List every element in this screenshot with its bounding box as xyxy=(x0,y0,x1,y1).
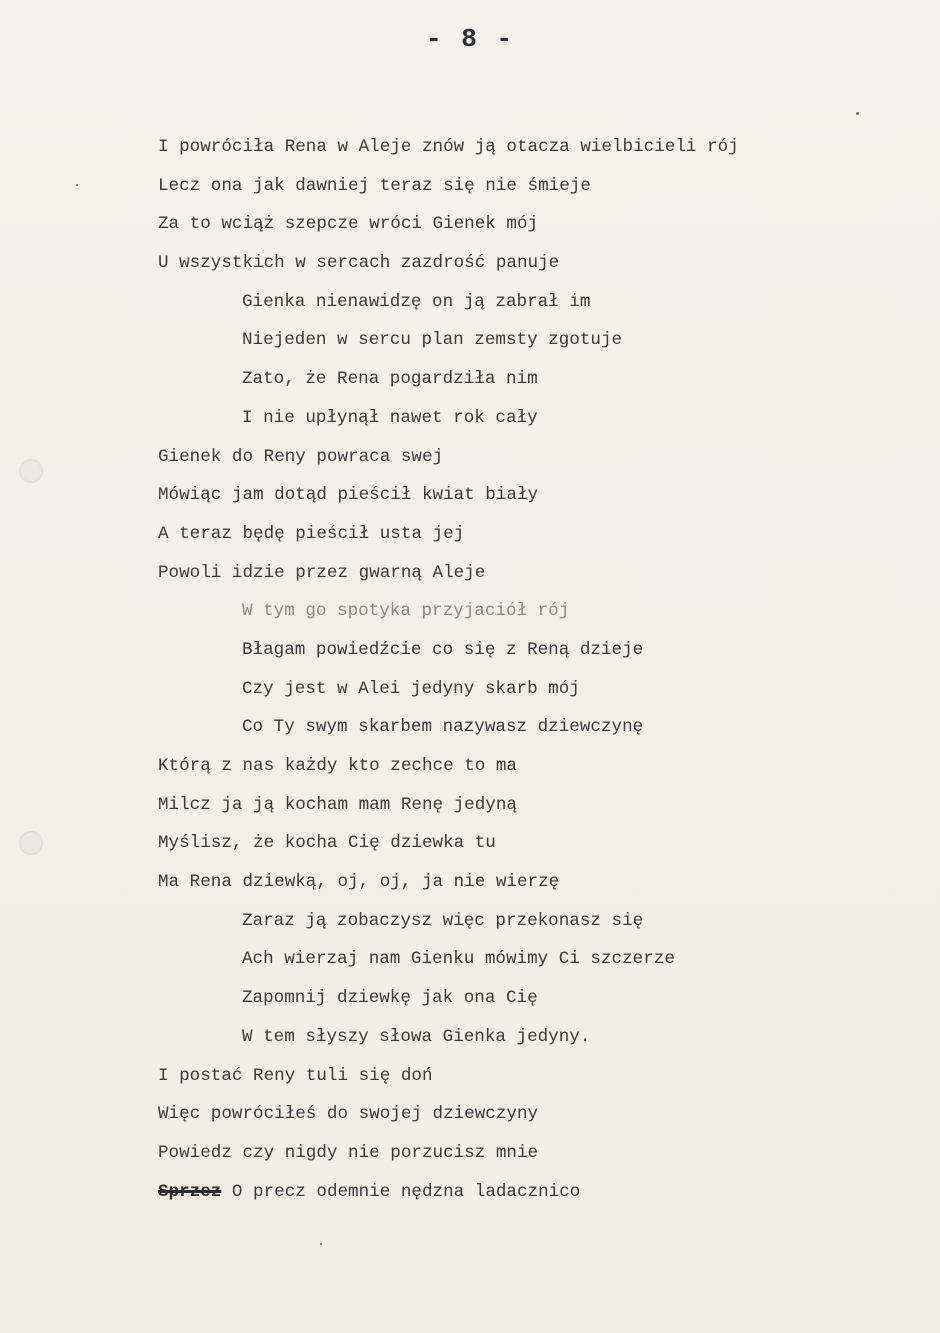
poem-line xyxy=(0,1140,940,1179)
poem-line-text: Zapomnij dziewkę jak ona Cię xyxy=(242,988,538,1009)
poem-line xyxy=(0,753,940,792)
poem-text xyxy=(0,134,940,1217)
struck-out-word: Sprzez xyxy=(158,1181,222,1202)
poem-line xyxy=(0,908,940,947)
poem-line-text: I postać Reny tuli się doń xyxy=(158,1065,433,1086)
poem-line-text: A teraz będę pieścił usta jej xyxy=(158,523,465,544)
poem-line xyxy=(0,792,940,831)
poem-line xyxy=(0,211,940,250)
poem-line xyxy=(0,366,940,405)
poem-line xyxy=(0,985,940,1024)
poem-line-text: Zaraz ją zobaczysz więc przekonasz się xyxy=(242,910,644,931)
poem-line xyxy=(0,444,940,483)
poem-line-text: Za to wciąż szepcze wróci Gienek mój xyxy=(158,214,539,235)
page-number: - 8 - xyxy=(425,24,514,54)
poem-line xyxy=(0,637,940,676)
poem-line-text: Błagam powiedźcie co się z Reną dzieje xyxy=(242,639,644,660)
poem-line-text: Lecz ona jak dawniej teraz się nie śmieje xyxy=(158,175,591,196)
poem-line xyxy=(0,869,940,908)
poem-line xyxy=(0,714,940,753)
poem-line xyxy=(0,521,940,560)
poem-line xyxy=(0,946,940,985)
poem-line xyxy=(0,327,940,366)
poem-line xyxy=(0,1063,940,1102)
poem-line-text: Powoli idzie przez gwarną Aleje xyxy=(158,562,486,583)
poem-line xyxy=(0,830,940,869)
poem-line-text: Gienek do Reny powraca swej xyxy=(158,446,444,467)
paper-speck xyxy=(320,1243,322,1245)
poem-line xyxy=(0,1024,940,1063)
poem-line-text: Myślisz, że kocha Cię dziewka tu xyxy=(158,833,496,854)
poem-line xyxy=(0,405,940,444)
poem-line-text: Niejeden w sercu plan zemsty zgotuje xyxy=(242,330,623,351)
poem-line xyxy=(0,134,940,173)
poem-line-text: Gienka nienawidzę on ją zabrał im xyxy=(242,291,591,312)
poem-line xyxy=(0,1101,940,1140)
poem-line-text: W tem słyszy słowa Gienka jedyny. xyxy=(242,1026,591,1047)
poem-line-text: Mówiąc jam dotąd pieścił kwiat biały xyxy=(158,485,539,506)
poem-line xyxy=(0,482,940,521)
poem-line-text: W tym go spotyka przyjaciół rój xyxy=(242,601,570,622)
poem-line-text: Zato, że Rena pogardziła nim xyxy=(242,369,538,390)
poem-line-text: O precz odemnie nędzna ladacznico xyxy=(231,1181,581,1202)
poem-line xyxy=(0,289,940,328)
poem-line xyxy=(0,173,940,212)
poem-line-text: U wszystkich w sercach zazdrość panuje xyxy=(158,253,560,274)
poem-line xyxy=(0,676,940,715)
poem-line xyxy=(0,598,940,637)
poem-line-text: Powiedz czy nigdy nie porzucisz mnie xyxy=(158,1142,539,1163)
poem-line xyxy=(0,560,940,599)
poem-line-text: Ma Rena dziewką, oj, oj, ja nie wierzę xyxy=(158,872,560,893)
poem-line-text: Ach wierzaj nam Gienku mówimy Ci szczerze xyxy=(242,949,675,970)
poem-line-text: Więc powróciłeś do swojej dziewczyny xyxy=(158,1104,539,1125)
poem-line-text: Czy jest w Alei jedyny skarb mój xyxy=(242,678,580,699)
poem-line xyxy=(0,250,940,289)
poem-line-text: I powróciła Rena w Aleje znów ją otacza wielbicieli rój xyxy=(158,137,739,157)
poem-line-text: Milcz ja ją kocham mam Renę jedyną xyxy=(158,794,517,815)
poem-line-text: I nie upłynął nawet rok cały xyxy=(242,407,538,428)
poem-line xyxy=(0,1179,940,1218)
poem-line-text: Co Ty swym skarbem nazywasz dziewczynę xyxy=(242,717,644,738)
poem-line-text: Którą z nas każdy kto zechce to ma xyxy=(158,756,517,776)
paper-speck xyxy=(856,112,859,115)
